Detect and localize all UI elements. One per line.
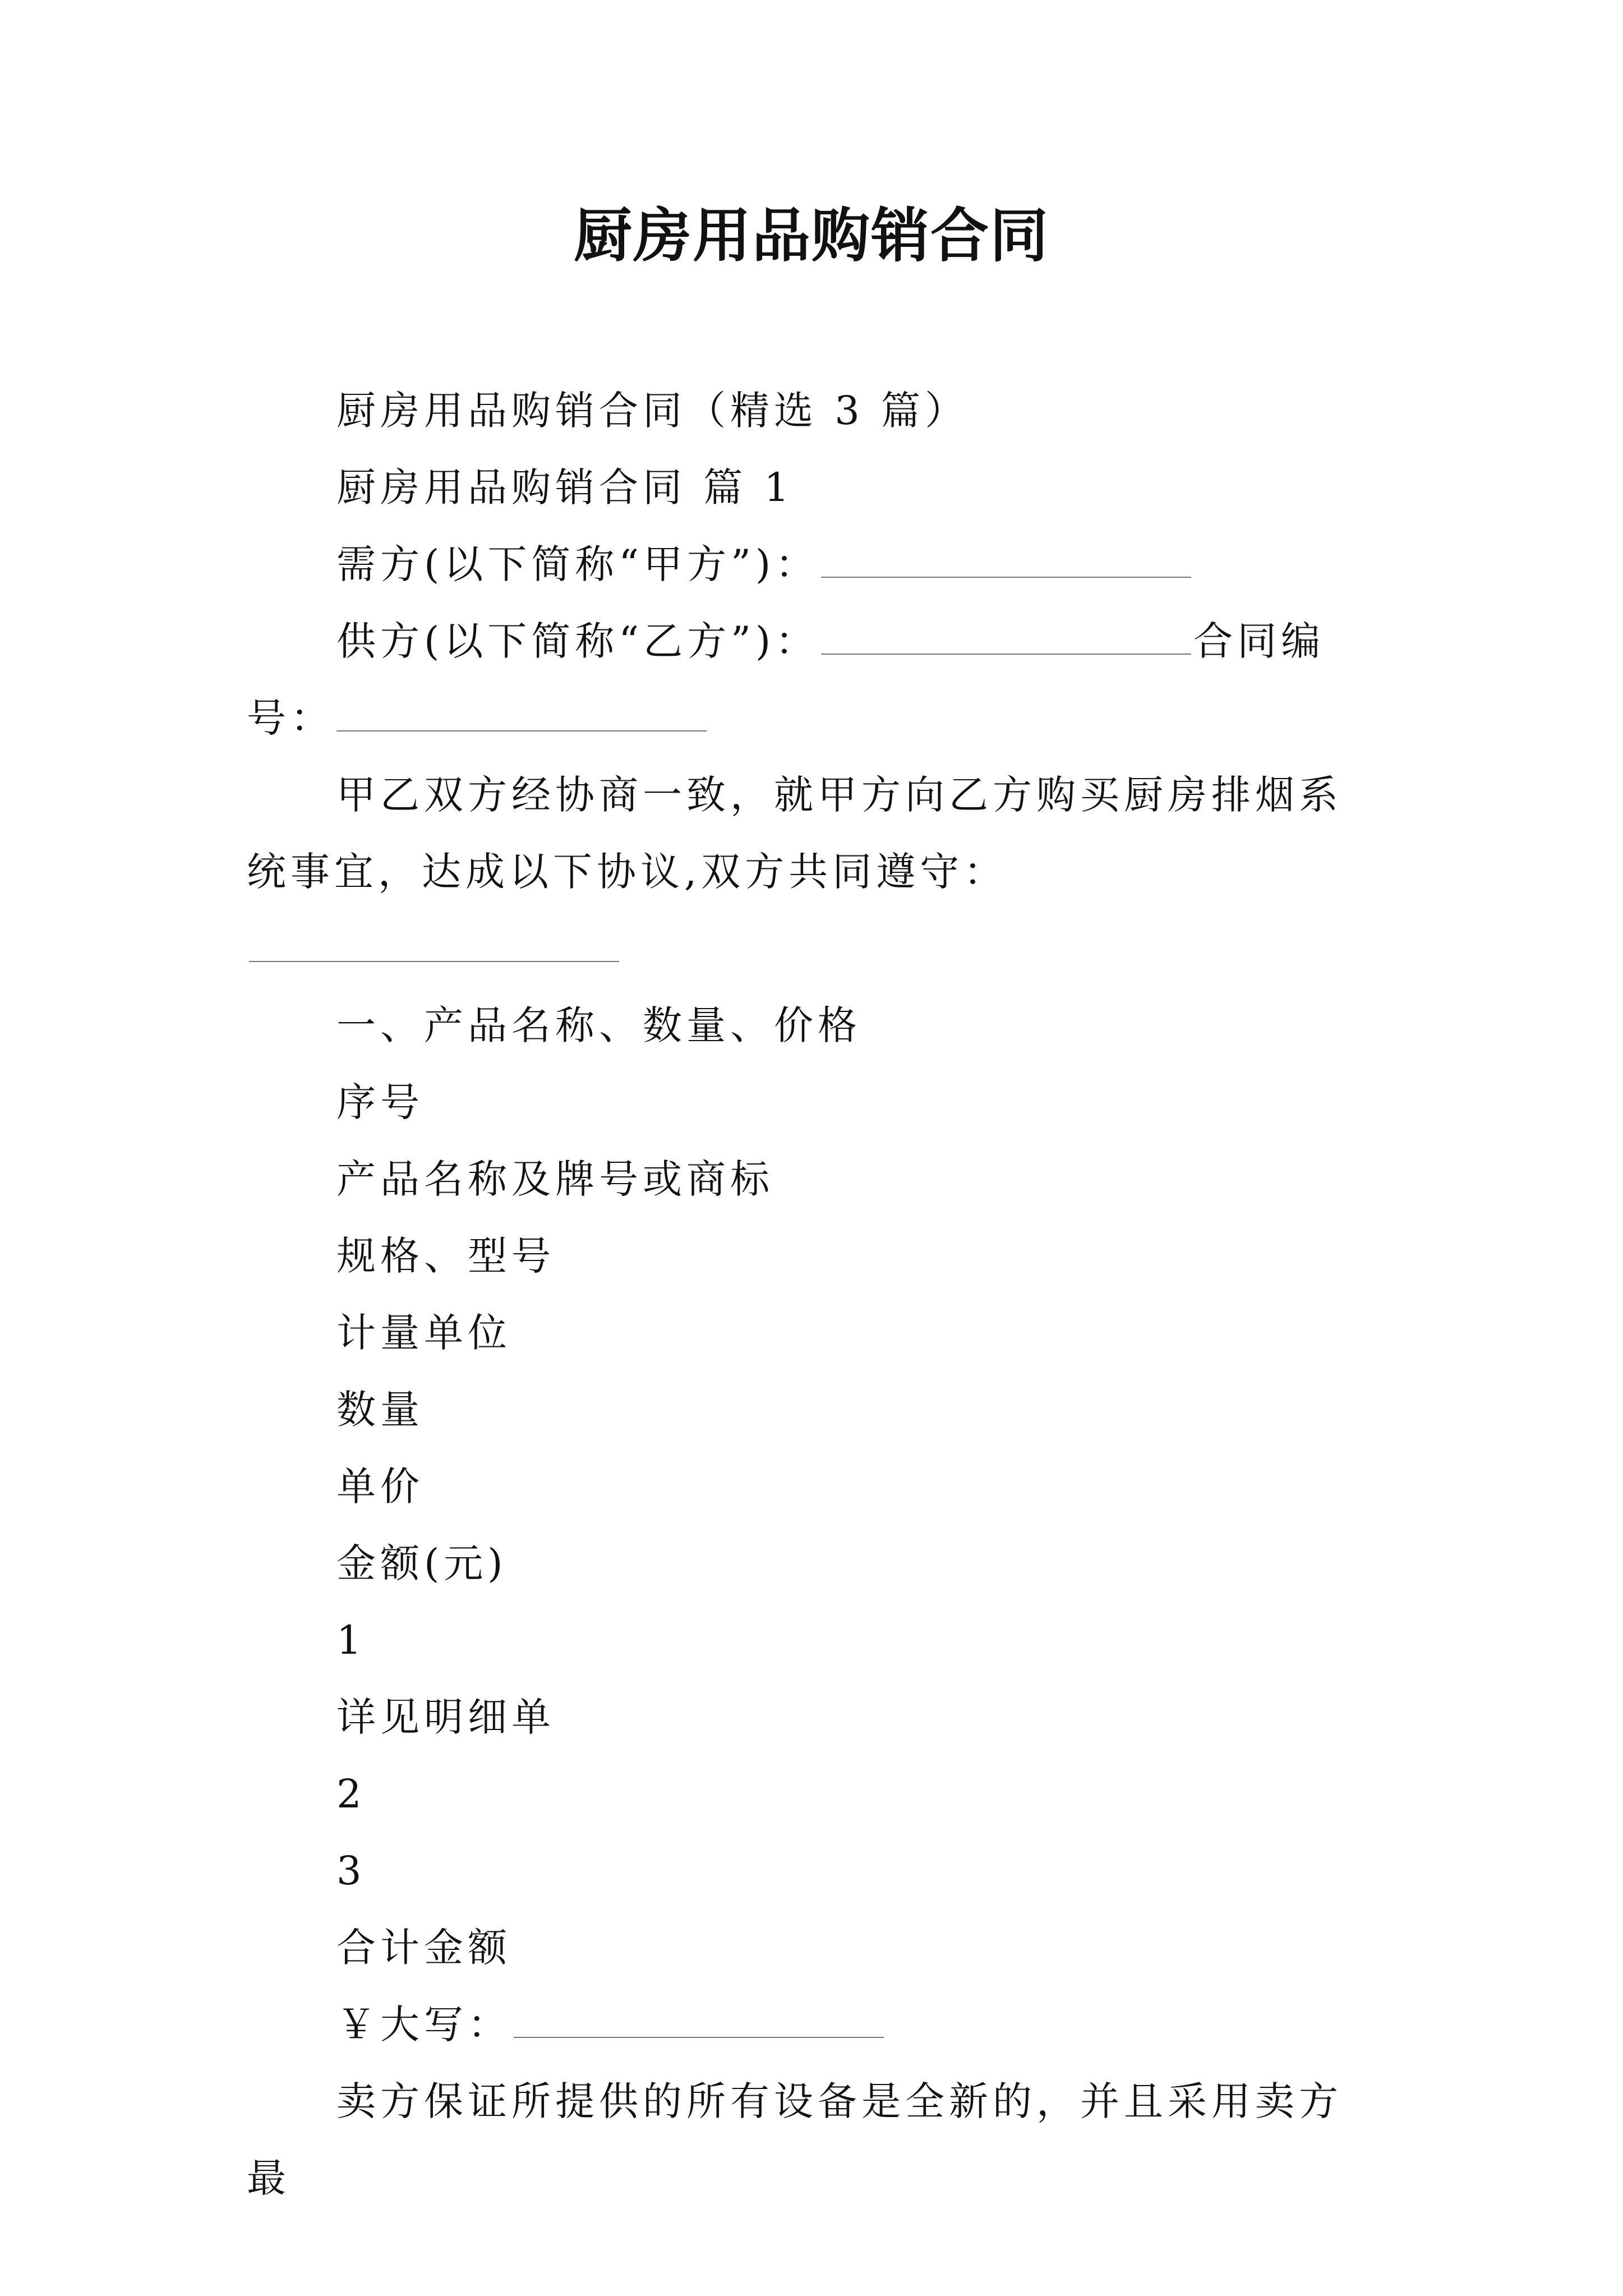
table-row-2-index: 2 — [336, 1771, 366, 1817]
agreement-line — [247, 757, 1380, 987]
page-title: 厨房用品购销合同 — [573, 201, 1049, 270]
supplier-blank-field — [821, 614, 1191, 655]
total-caps-line — [247, 1986, 1380, 2063]
document-body — [247, 372, 1380, 2217]
total-caps-label: ￥大写： — [336, 2001, 511, 2047]
buyer-label: 需方(以下简称“甲方”)： — [336, 541, 819, 587]
table-row-3-index: 3 — [336, 1848, 366, 1894]
warranty-text: 卖方保证所提供的所有设备是全新的，并且采用卖方最 — [247, 2078, 1343, 2201]
table-header-price: 单价 — [336, 1464, 424, 1510]
table-header-qty: 数量 — [336, 1387, 424, 1433]
supplier-line — [247, 603, 1380, 757]
table-row-1-index: 1 — [336, 1617, 366, 1663]
table-header-amount: 金额(元) — [336, 1540, 508, 1586]
supplier-label: 供方(以下简称“乙方”)： — [336, 618, 819, 664]
part-heading: 厨房用品购销合同 篇 1 — [336, 464, 794, 510]
table-header-index: 序号 — [336, 1079, 424, 1125]
section-1-title: 一、产品名称、数量、价格 — [336, 1002, 861, 1048]
table-row-1-name: 详见明细单 — [336, 1694, 555, 1740]
buyer-line — [247, 526, 1380, 603]
contract-no-blank-field — [336, 691, 707, 731]
table-header-spec: 规格、型号 — [336, 1233, 555, 1279]
agreement-text: 甲乙双方经协商一致，就甲方向乙方购买厨房排烟系统事宜，达成以下协议,双方共同遵守： — [247, 772, 1343, 895]
collection-heading: 厨房用品购销合同（精选 3 篇） — [336, 388, 969, 434]
table-header-name: 产品名称及牌号或商标 — [336, 1156, 774, 1202]
agreement-blank-field — [249, 922, 619, 962]
contract-no-label: 合同编号： — [247, 618, 1325, 741]
table-header-unit: 计量单位 — [336, 1310, 511, 1356]
buyer-blank-field — [821, 537, 1191, 578]
total-caps-blank-field — [514, 1998, 884, 2038]
total-label: 合计金额 — [336, 1925, 511, 1971]
